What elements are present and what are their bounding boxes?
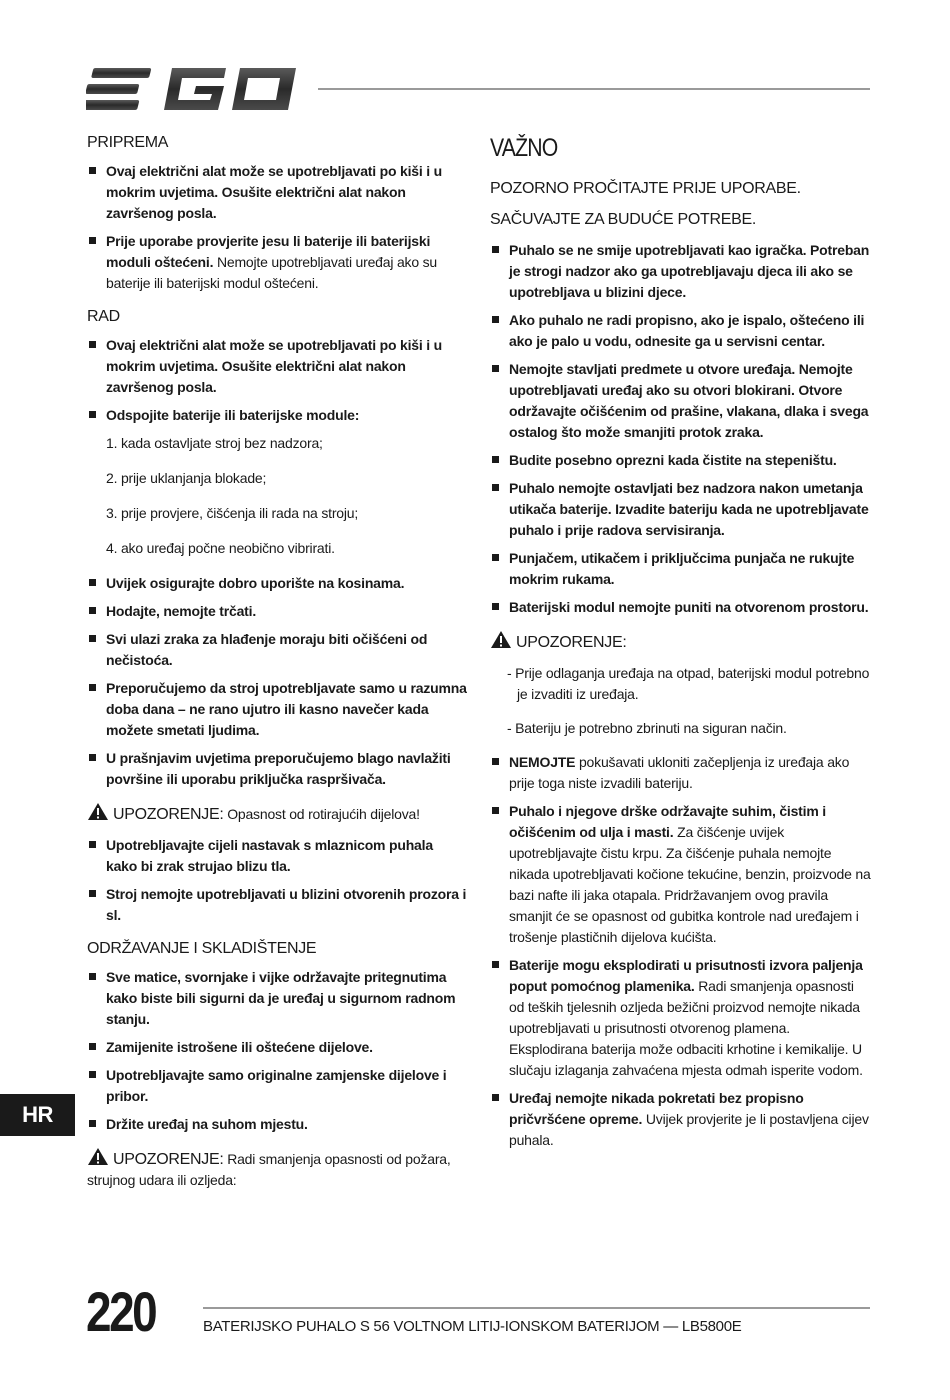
important-list-b xyxy=(490,752,872,1151)
square-bullet-icon xyxy=(492,365,499,372)
square-bullet-icon xyxy=(89,890,96,897)
list-item: Uvijek osigurajte dobro uporište na kosinama. xyxy=(87,573,467,594)
square-bullet-icon xyxy=(492,758,499,765)
list-item: Prije uporabe provjerite jesu li baterije ili baterijski moduli oštećeni. Nemojte upotrebljavati uređaj ako su baterije ili baterijski modul oštećeni. xyxy=(87,231,467,294)
section-title-rad: RAD xyxy=(87,308,120,325)
footer-rule xyxy=(203,1307,870,1309)
right-column xyxy=(490,132,872,1163)
section-title-priprema: PRIPREMA xyxy=(87,134,169,151)
priprema-list xyxy=(87,161,467,294)
rad-list-b xyxy=(87,573,467,790)
list-item: Budite posebno oprezni kada čistite na stepeništu. xyxy=(490,450,872,471)
step-item: 4. ako uređaj počne neobično vibrirati. xyxy=(106,540,335,556)
dash-item: - Prije odlaganja uređaja na otpad, baterijski modul potrebno je izvaditi iz uređaja. xyxy=(507,665,870,702)
square-bullet-icon xyxy=(89,1043,96,1050)
square-bullet-icon xyxy=(89,754,96,761)
dash-item: - Bateriju je potrebno zbrinuti na siguran način. xyxy=(507,720,787,736)
list-item: Hodajte, nemojte trčati. xyxy=(87,601,467,622)
list-item: Stroj nemojte upotrebljavati u blizini otvorenih prozora i sl. xyxy=(87,884,467,926)
list-item: Zamijenite istrošene ili oštećene dijelove. xyxy=(87,1037,467,1058)
list-item: Puhalo i njegove drške održavajte suhim, čistim i očišćenim od ulja i masti. Za čišćenje uvijek upotrebljavajte čistu krpu. Za čišćenje puhala nemojte nikada upotrebljavati kočione tekućine, benzin, proizvode na bazi nafte ili jaka otapala. Pridržavanjem ovog pravila smanjit će se opasnost od gubitka kontrole nad uređajem i trošenje plastičnih dijelova kućišta. xyxy=(490,801,872,948)
important-list-a xyxy=(490,240,872,618)
warning-battery: UPOZORENJE: xyxy=(490,630,872,653)
footer-product-title: BATERIJSKO PUHALO S 56 VOLTNOM LITIJ-IONSKOM BATERIJOM — LB5800E xyxy=(203,1318,742,1335)
section-title-odrzavanje: ODRŽAVANJE I SKLADIŠTENJE xyxy=(87,940,317,957)
list-item: Sve matice, svornjake i vijke održavajte pritegnutima kako biste bili sigurni da je uređaj u sigurnom radnom stanju. xyxy=(87,967,467,1030)
list-item: Ovaj električni alat može se upotrebljavati po kiši i u mokrim uvjetima. Osušite električni alat nakon završenog posla. xyxy=(87,161,467,224)
square-bullet-icon xyxy=(89,237,96,244)
square-bullet-icon xyxy=(89,841,96,848)
step-item: 2. prije uklanjanja blokade; xyxy=(106,470,267,486)
list-item: Nemojte stavljati predmete u otvore uređaja. Nemojte upotrebljavati uređaj ako su otvori blokirani. Otvore održavajte očišćenim od prašine, vlakana, dlaka i svega ostalog što može smanjiti protok zraka. xyxy=(490,359,872,443)
square-bullet-icon xyxy=(492,603,499,610)
list-item: Puhalo se ne smije upotrebljavati kao igračka. Potreban je strogi nadzor ako ga upotrebljavaju djeca ili ako se upotrebljava u blizini djece. xyxy=(490,240,872,303)
page-title: VAŽNO xyxy=(490,134,558,162)
ego-logo xyxy=(86,66,298,112)
square-bullet-icon xyxy=(492,1094,499,1101)
left-column xyxy=(87,132,467,1201)
battery-dash-list xyxy=(507,663,872,739)
step-item: 3. prije provjere, čišćenja ili rada na stroju; xyxy=(106,505,359,521)
list-item: Držite uređaj na suhom mjestu. xyxy=(87,1114,467,1135)
list-item: Preporučujemo da stroj upotrebljavate samo u razumna doba dana – ne rano ujutro ili kasno navečer kada možete smetati ljudima. xyxy=(87,678,467,741)
square-bullet-icon xyxy=(492,484,499,491)
rad-steps xyxy=(87,433,467,559)
rad-list-a xyxy=(87,335,467,426)
square-bullet-icon xyxy=(89,635,96,642)
odrzavanje-list xyxy=(87,967,467,1135)
square-bullet-icon xyxy=(492,961,499,968)
list-item: Odspojite baterije ili baterijske module: xyxy=(87,405,467,426)
list-item: Baterijski modul nemojte puniti na otvorenom prostoru. xyxy=(490,597,872,618)
square-bullet-icon xyxy=(492,246,499,253)
square-bullet-icon xyxy=(492,807,499,814)
warning-rotating-parts: UPOZORENJE: Opasnost od rotirajućih dijelova! xyxy=(87,802,467,825)
list-item: Svi ulazi zraka za hlađenje moraju biti očišćeni od nečistoća. xyxy=(87,629,467,671)
list-item: Uređaj nemojte nikada pokretati bez propisno pričvršćene opreme. Uvijek provjerite je li postavljena cijev puhala. xyxy=(490,1088,872,1151)
list-item: Punjačem, utikačem i priključcima punjača ne rukujte mokrim rukama. xyxy=(490,548,872,590)
square-bullet-icon xyxy=(89,1120,96,1127)
square-bullet-icon xyxy=(89,341,96,348)
list-item: U prašnjavim uvjetima preporučujemo blago navlažiti površine ili uporabu priključka raspršivača. xyxy=(87,748,467,790)
warning-triangle-icon xyxy=(490,630,512,649)
square-bullet-icon xyxy=(492,316,499,323)
list-item: NEMOJTE pokušavati ukloniti začepljenja iz uređaja ako prije toga niste izvadili bateriju. xyxy=(490,752,872,794)
step-item: 1. kada ostavljate stroj bez nadzora; xyxy=(106,435,323,451)
rad-list-c xyxy=(87,835,467,926)
list-item: Upotrebljavajte cijeli nastavak s mlaznicom puhala kako bi zrak strujao blizu tla. xyxy=(87,835,467,877)
square-bullet-icon xyxy=(89,167,96,174)
square-bullet-icon xyxy=(89,579,96,586)
warning-triangle-icon xyxy=(87,1147,109,1166)
subtitle-read-carefully: POZORNO PROČITAJTE PRIJE UPORABE. xyxy=(490,180,801,197)
page-number: 220 xyxy=(86,1280,156,1343)
list-item: Upotrebljavajte samo originalne zamjenske dijelove i pribor. xyxy=(87,1065,467,1107)
list-item: Ako puhalo ne radi propisno, ako je ispalo, oštećeno ili ako je palo u vodu, odnesite ga u servisni centar. xyxy=(490,310,872,352)
square-bullet-icon xyxy=(89,1071,96,1078)
square-bullet-icon xyxy=(89,607,96,614)
list-item: Puhalo nemojte ostavljati bez nadzora nakon umetanja utikača baterije. Izvadite bateriju kada ne upotrebljavate puhalo i prije radova servisiranja. xyxy=(490,478,872,541)
header-rule xyxy=(318,88,870,90)
warning-triangle-icon xyxy=(87,802,109,821)
square-bullet-icon xyxy=(89,411,96,418)
square-bullet-icon xyxy=(492,554,499,561)
list-item: Ovaj električni alat može se upotrebljavati po kiši i u mokrim uvjetima. Osušite električni alat nakon završenog posla. xyxy=(87,335,467,398)
subtitle-save: SAČUVAJTE ZA BUDUĆE POTREBE. xyxy=(490,211,757,228)
warning-fire-shock: UPOZORENJE: Radi smanjenja opasnosti od požara, strujnog udara ili ozljeda: xyxy=(87,1147,467,1191)
list-item: Baterije mogu eksplodirati u prisutnosti izvora paljenja poput pomoćnog plamenika. Radi smanjenja opasnosti od teških tjelesnih ozljeda bežični proizvod nemojte nikada upotrebljavati u prisutnosti otvorenog plamena. Eksplodirana baterija može odbaciti krhotine i kemikalije. U slučaju izlaganja zahvaćena mjesta odmah isperite vodom. xyxy=(490,955,872,1081)
square-bullet-icon xyxy=(492,456,499,463)
square-bullet-icon xyxy=(89,684,96,691)
language-tab: HR xyxy=(0,1094,75,1136)
square-bullet-icon xyxy=(89,973,96,980)
